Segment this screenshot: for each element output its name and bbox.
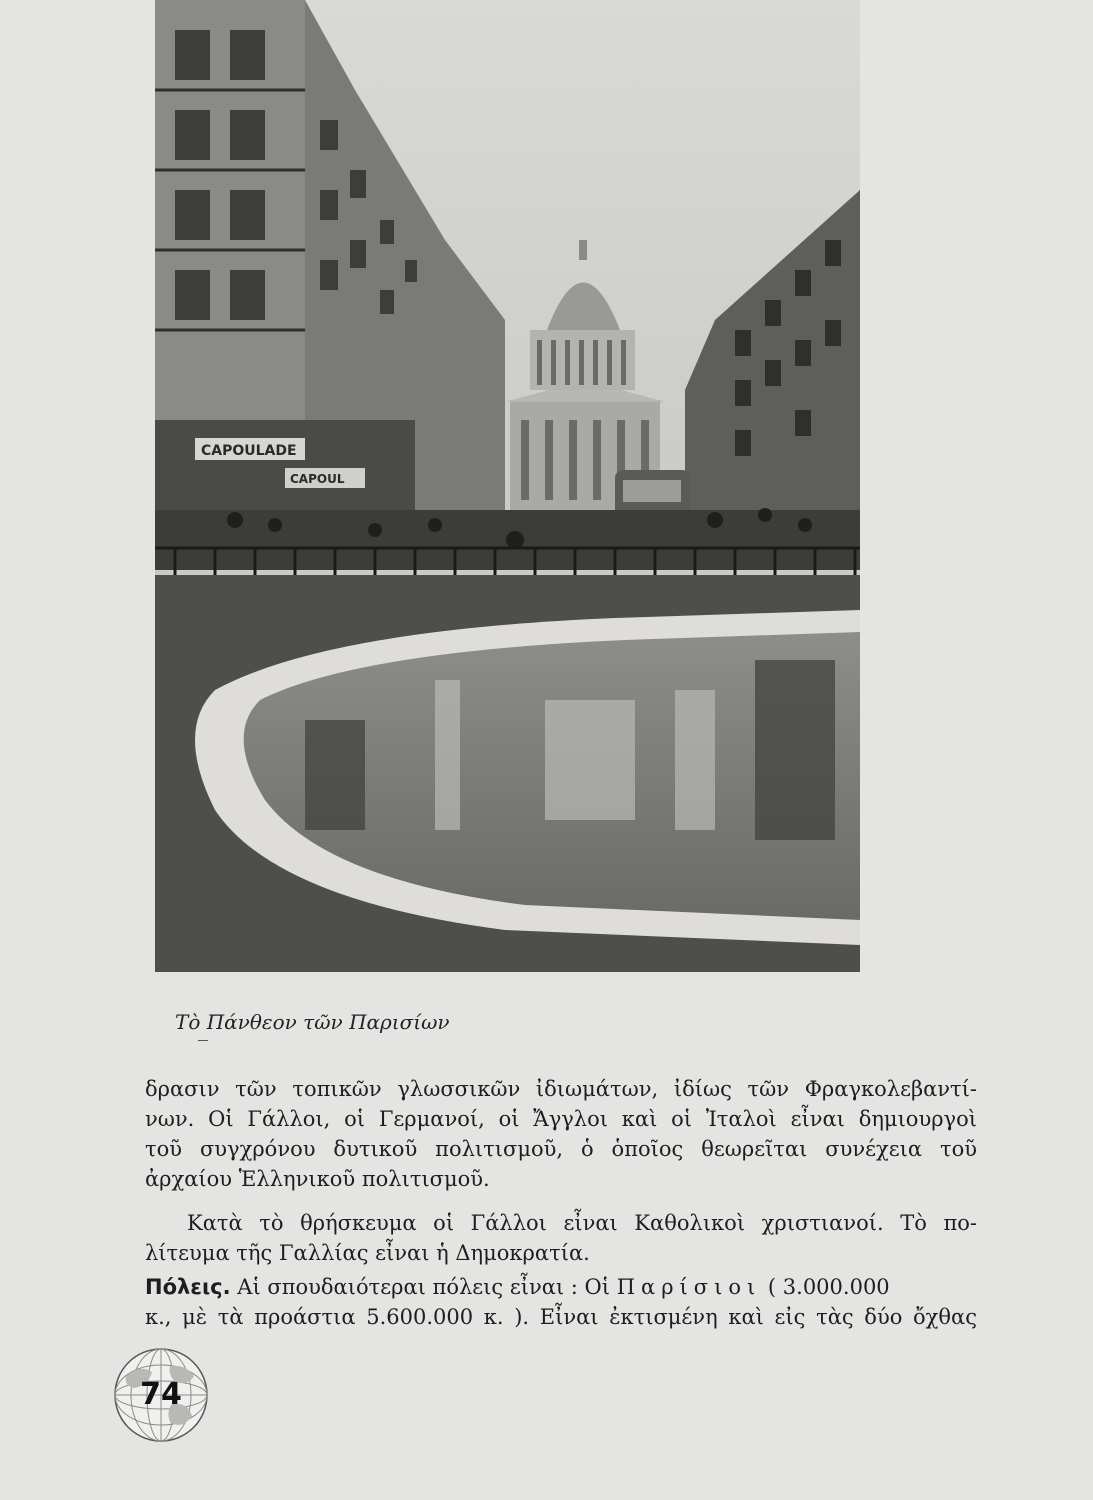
city-paris: Παρίσιοι <box>616 1275 762 1299</box>
religion-line-1: Κατὰ τὸ θρήσκευμα οἱ Γάλλοι εἶναι Καθολικοὶ χριστιανοί. Τὸ πο- <box>187 1211 977 1235</box>
shop-sign-capoul: CAPOUL <box>290 472 345 486</box>
cities-intro: Αἱ σπουδαιότεραι πόλεις εἶναι : Οἱ <box>237 1275 611 1299</box>
page-badge <box>112 1346 210 1444</box>
paris-population: ( 3.000.000 <box>767 1275 890 1299</box>
photo-caption: Τὸ Πάνθεον τῶν Παρισίων <box>175 1010 450 1034</box>
caption-mark <box>198 1040 208 1041</box>
cities-line-2: κ., μὲ τὰ προάστια 5.600.000 κ. ). Εἶναι ἐκτισμένη καὶ εἰς τὰς δύο ὄχθας <box>145 1305 977 1329</box>
pantheon-photo <box>155 0 860 972</box>
page-number: 74 <box>140 1377 182 1412</box>
body-line-4: ἀρχαίου Ἑλληνικοῦ πολιτισμοῦ. <box>145 1167 490 1191</box>
body-line-3: τοῦ συγχρόνου δυτικοῦ πολιτισμοῦ, ὁ ὁποῖος θεωρεῖται συνέχεια τοῦ <box>145 1137 977 1161</box>
body-line-2: νων. Οἱ Γάλλοι, οἱ Γερμανοί, οἱ Ἄγγλοι καὶ οἱ Ἰταλοὶ εἶναι δημιουργοὶ <box>145 1107 977 1131</box>
cities-line-1 <box>145 1272 977 1302</box>
shop-sign-capoulade: CAPOULADE <box>201 443 297 459</box>
religion-line-2: λίτευμα τῆς Γαλλίας εἶναι ἡ Δημοκρατία. <box>145 1241 590 1265</box>
cities-heading: Πόλεις. <box>145 1275 231 1299</box>
body-line-1: δρασιν τῶν τοπικῶν γλωσσικῶν ἰδιωμάτων, ἰδίως τῶν Φραγκολεβαντί- <box>145 1077 977 1101</box>
